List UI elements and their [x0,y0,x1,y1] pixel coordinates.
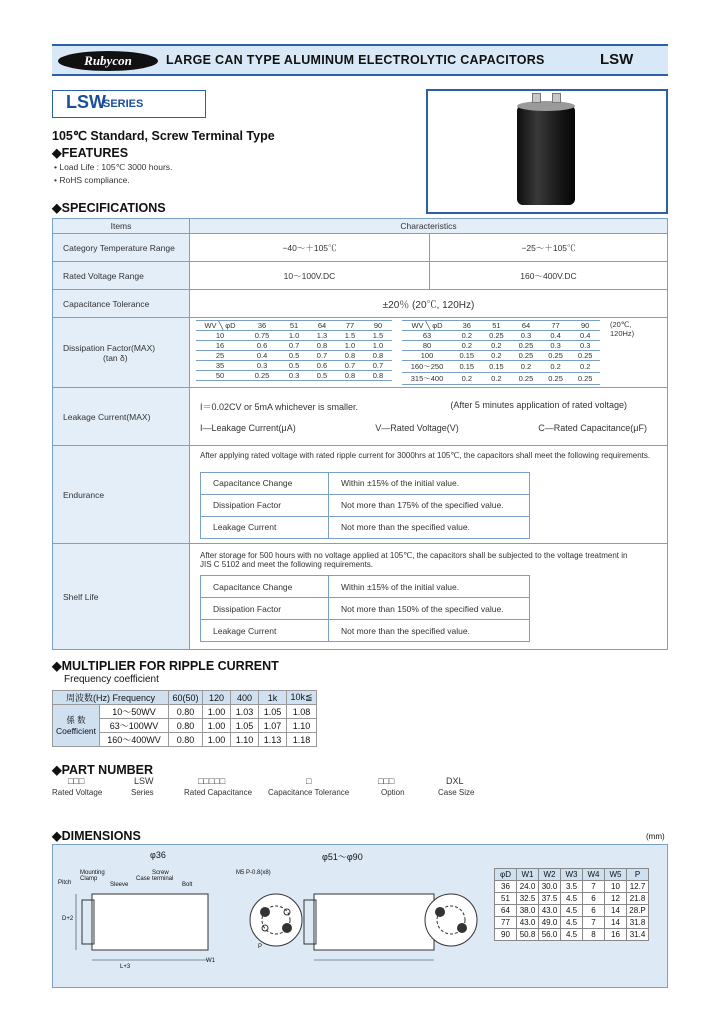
case-outline [314,894,434,950]
endurance-label: Endurance [53,446,190,544]
df-cell-value: 1.0 [364,341,392,351]
dim-cell: 16 [605,929,627,941]
df-cell-value: 1.5 [364,331,392,341]
dim-cell: 7 [583,917,605,929]
shelf-life-label: Shelf Life [53,544,190,650]
voltage-value-1: 10～100V.DC [190,262,430,290]
df-label-sub: (tan δ) [103,352,128,363]
df-cell-value: 0.8 [364,371,392,381]
dim-label-mounting: Mounting Clamp [80,870,105,882]
dim-cell: 56.0 [539,929,561,941]
df-cell-value: 0.25 [511,351,541,361]
terminal-icon [457,923,467,933]
endurance-value: Within ±15% of the initial value. [329,472,530,494]
shelf-life-subtable [200,575,530,642]
shelf-life-text-1: After storage for 500 hours with no voltage applied at 105℃, the capacitors shall be subjected to the voltage treatment in [200,551,628,560]
dim-cell: 49.0 [539,917,561,929]
dim-cell: 14 [605,917,627,929]
header-title: LARGE CAN TYPE ALUMINUM ELECTROLYTIC CAPACITORS [166,53,545,67]
df-cell-value: 0.7 [308,351,336,361]
dim-cell: 4.5 [561,905,583,917]
dim-cell: 50.8 [517,929,539,941]
dim-cell: 3.5 [561,881,583,893]
df-head: 90 [364,321,392,331]
shelf-value: Within ±15% of the initial value. [329,576,530,598]
capacitor-top [517,101,575,111]
part-label-tolerance: Capacitance Tolerance [268,788,350,797]
ripple-wv: 160～400WV [100,733,169,747]
part-code-tolerance: □ [306,776,312,786]
series-code: LSW [66,92,106,112]
dimensions-table [494,868,649,941]
dim-cell: 90 [495,929,517,941]
voltage-value-2: 160～400V.DC [430,262,668,290]
ripple-wv: 63～100WV [100,719,169,733]
df-head: 36 [244,321,280,331]
df-cell-value: 0.6 [244,341,280,351]
col-items: Items [53,219,190,234]
df-cell-value: 0.2 [570,361,600,373]
shelf-item: Dissipation Factor [201,598,329,620]
dim-cell: 10 [605,881,627,893]
df-cell-value: 0.2 [452,341,482,351]
dim-cell: 4.5 [561,917,583,929]
freq-value: 60(50) [169,691,203,705]
df-cell-value: 0.4 [541,331,571,341]
feature-item: • RoHS compliance. [54,175,130,185]
freq-value: 1k [259,691,287,705]
specifications-table [52,218,668,650]
part-label-case: Case Size [438,788,475,797]
part-code-series: LSW [134,776,154,786]
part-code-capacitance: □□□□□ [198,776,226,786]
coef-label-jp: 係 数 [66,714,86,725]
dim-cell: 43.0 [517,917,539,929]
df-label: Dissipation Factor(MAX) [63,342,156,353]
brand-logo: Rubycon [58,51,158,71]
coef-label-en: Coefficient [56,725,97,736]
dim-phi51-90-title: φ51～φ90 [322,852,363,862]
df-cell-value: 0.15 [452,361,482,373]
df-cell-value: 0.2 [482,341,512,351]
dim-label-bolt: Bolt [182,882,193,888]
dim-cell: 4.5 [561,929,583,941]
ripple-coef: 1.13 [259,733,287,747]
df-cell-value: 0.5 [280,351,308,361]
df-note: (20℃, 120Hz) [610,320,635,338]
leakage-label: Leakage Current(MAX) [53,388,190,446]
df-cell-value: 0.3 [570,341,600,351]
df-cell-value: 0.25 [244,371,280,381]
leakage-c-def: C—Rated Capacitance(μF) [538,423,647,433]
freq-label: 周波数(Hz) Frequency [53,691,169,705]
part-number-heading: ◆PART NUMBER [52,763,154,777]
shelf-item: Capacitance Change [201,576,329,598]
dim-head: W5 [605,869,627,881]
leakage-formula: I＝0.02CV or 5mA whichever is smaller. [200,402,359,412]
ripple-coef: 1.03 [231,705,259,719]
shelf-value: Not more than the specified value. [329,620,530,642]
dim-cell: 4.5 [561,893,583,905]
df-cell-value: 1.0 [280,331,308,341]
ripple-coef: 0.80 [169,733,203,747]
part-code-case: DXL [446,776,464,786]
terminal-icon [532,93,541,103]
dim-cell: 31.8 [627,917,649,929]
ripple-table [52,690,317,747]
df-cell-value: 0.2 [482,351,512,361]
dim-cell: 6 [583,893,605,905]
df-head: 36 [452,321,482,331]
df-head: WV ╲ φD [196,321,244,331]
df-table-high-voltage [402,320,600,385]
df-cell-value: 50 [196,371,244,381]
temp-value-2: −25～＋105℃ [430,234,668,262]
header-code: LSW [600,51,634,68]
df-cell-value: 315～400 [402,373,452,385]
part-code-option: □□□ [378,776,395,786]
endurance-value: Not more than the specified value. [329,516,530,538]
df-cell-value: 0.2 [452,373,482,385]
dim-cell: 38.0 [517,905,539,917]
dim-cell: 8 [583,929,605,941]
dim-cell: 21.8 [627,893,649,905]
tolerance-label: Capacitance Tolerance [53,290,190,318]
df-cell-value: 0.8 [364,351,392,361]
df-cell-value: 80 [402,341,452,351]
ripple-coef: 1.05 [231,719,259,733]
df-cell-value: 0.4 [244,351,280,361]
dimensions-unit: (mm) [646,832,665,841]
ripple-coef: 1.05 [259,705,287,719]
dim-label-dia: D+2 [62,916,74,922]
end-view-circle [250,894,302,946]
df-cell-value: 16 [196,341,244,351]
df-cell-value: 0.8 [336,351,364,361]
voltage-label: Rated Voltage Range [53,262,190,290]
capacitor-image [517,105,575,205]
dim-cell: 6 [583,905,605,917]
dim-label-length: L+3 [120,964,131,970]
ripple-coef: 1.07 [259,719,287,733]
part-label-option: Option [381,788,405,797]
dim-head: W4 [583,869,605,881]
part-label-capacitance: Rated Capacitance [184,788,253,797]
endurance-cell [190,446,668,544]
df-head: 77 [336,321,364,331]
df-cell-value: 0.25 [541,373,571,385]
ripple-coef: 1.18 [287,733,317,747]
specifications-heading: ◆SPECIFICATIONS [52,201,166,215]
df-table-low-voltage [196,320,392,381]
ripple-coef: 1.00 [203,719,231,733]
ripple-coef: 1.10 [287,719,317,733]
df-cell-value: 1.3 [308,331,336,341]
df-cell-value: 0.3 [541,341,571,351]
df-cell-value: 0.8 [308,341,336,351]
freq-value: 120 [203,691,231,705]
ripple-wv: 10～50WV [100,705,169,719]
shelf-value: Not more than 150% of the specified value. [329,598,530,620]
df-cell-value: 100 [402,351,452,361]
dim-cell: 14 [605,905,627,917]
df-cell-value: 0.3 [244,361,280,371]
ripple-coef: 1.00 [203,705,231,719]
leakage-v-def: V—Rated Voltage(V) [375,423,459,433]
temp-label: Category Temperature Range [53,234,190,262]
leakage-cell [190,388,668,446]
terminal-icon [282,923,292,933]
dim-cell: 77 [495,917,517,929]
df-cell-value: 1.5 [336,331,364,341]
ripple-coef: 1.10 [231,733,259,747]
dim-cell: 12.7 [627,881,649,893]
case-outline [92,894,208,950]
df-cell-value: 0.15 [452,351,482,361]
terminal-icon [260,907,270,917]
dim-cell: 32.5 [517,893,539,905]
shelf-life-text-2: JIS C 5102 and meet the following requirements. [200,560,373,569]
shelf-item: Leakage Current [201,620,329,642]
coef-label-cell [53,705,100,747]
df-head: WV ╲ φD [402,321,452,331]
df-cell-value: 0.5 [280,361,308,371]
df-cell-value: 25 [196,351,244,361]
df-cell-value: 0.25 [570,351,600,361]
subtitle: 105℃ Standard, Screw Terminal Type [52,129,275,143]
freq-value: 10k≦ [287,691,317,705]
endurance-item: Capacitance Change [201,472,329,494]
df-cell-value: 0.25 [511,373,541,385]
df-head: 90 [570,321,600,331]
dim-head: W1 [517,869,539,881]
endurance-text: After applying rated voltage with rated ripple current for 3000hrs at 105℃, the capacitors shall meet the following requirements. [200,450,651,460]
dim-phi36-title: φ36 [150,850,166,860]
features-heading: ◆FEATURES [52,146,129,160]
endurance-value: Not more than 175% of the specified value. [329,494,530,516]
dim-cell: 31.4 [627,929,649,941]
col-characteristics: Characteristics [190,219,668,234]
df-cell-value: 0.8 [336,371,364,381]
dim-cell: 12 [605,893,627,905]
dimensions-heading: ◆DIMENSIONS [52,829,141,843]
df-head: 64 [308,321,336,331]
df-cell-value: 0.15 [482,361,512,373]
df-cell-value: 0.3 [280,371,308,381]
part-code-voltage: □□□ [68,776,85,786]
ripple-subheading: Frequency coefficient [64,674,159,685]
df-cell-value: 0.3 [511,331,541,341]
series-word: SERIES [103,98,144,110]
dim-label-m5: M5 P-0.8(x8) [236,870,271,876]
shelf-life-cell [190,544,668,650]
dim-label-sleeve: Sleeve [110,882,129,888]
dim-head: P [627,869,649,881]
tolerance-value: ±20％ (20℃, 120Hz) [190,290,668,318]
end-view-circle [425,894,477,946]
df-head: 77 [541,321,571,331]
endurance-item: Dissipation Factor [201,494,329,516]
dim-label-p: P [258,944,263,950]
dim-cell: 37.5 [539,893,561,905]
terminal-icon [435,907,445,917]
df-cell-value: 0.25 [541,351,571,361]
df-cell-value: 0.5 [308,371,336,381]
endurance-subtable [200,472,530,539]
dim-head: W2 [539,869,561,881]
ripple-coef: 1.00 [203,733,231,747]
df-cell-value: 0.75 [244,331,280,341]
dim-label-w1: W1 [206,958,215,964]
part-label-voltage: Rated Voltage [52,788,103,797]
df-cell-value: 10 [196,331,244,341]
df-head: 64 [511,321,541,331]
dim-cell: 51 [495,893,517,905]
dim-cell: 64 [495,905,517,917]
df-cell-value: 0.4 [570,331,600,341]
ripple-coef: 0.80 [169,719,203,733]
df-cell-value: 0.7 [336,361,364,371]
leakage-i-def: I—Leakage Current(μA) [200,423,296,433]
df-cell-value: 0.25 [570,373,600,385]
df-cell-value: 0.6 [308,361,336,371]
df-cell [190,318,668,388]
dim-cell: 24.0 [517,881,539,893]
dim-label-case: Case [136,876,151,882]
ripple-coef: 1.08 [287,705,317,719]
terminal-icon [552,93,561,103]
dim-cell: 30.0 [539,881,561,893]
temp-value-1: −40～＋105℃ [190,234,430,262]
df-cell-value: 0.2 [541,361,571,373]
dim-head: φD [495,869,517,881]
dim-cell: 28.P [627,905,649,917]
df-cell-value: 0.2 [482,373,512,385]
df-cell-value: 160～250 [402,361,452,373]
feature-item: • Load Life : 105℃ 3000 hours. [54,162,173,172]
ripple-coef: 0.80 [169,705,203,719]
df-cell-value: 63 [402,331,452,341]
dim-cell: 36 [495,881,517,893]
freq-value: 400 [231,691,259,705]
df-cell-value: 0.2 [452,331,482,341]
dim-label-screw: Screw terminal [152,870,174,882]
leakage-condition: (After 5 minutes application of rated voltage) [450,400,627,410]
part-label-series: Series [131,788,154,797]
dim-cell: 43.0 [539,905,561,917]
df-cell-value: 1.0 [336,341,364,351]
dim-label-pitch: Pitch [58,880,72,886]
df-label-cell [53,318,190,388]
df-cell-value: 0.2 [511,361,541,373]
df-cell-value: 35 [196,361,244,371]
df-head: 51 [280,321,308,331]
df-head: 51 [482,321,512,331]
df-cell-value: 0.25 [511,341,541,351]
df-cell-value: 0.7 [364,361,392,371]
df-cell-value: 0.25 [482,331,512,341]
dim-head: W3 [561,869,583,881]
endurance-item: Leakage Current [201,516,329,538]
dim-cell: 7 [583,881,605,893]
ripple-heading: ◆MULTIPLIER FOR RIPPLE CURRENT [52,659,279,673]
df-cell-value: 0.7 [280,341,308,351]
